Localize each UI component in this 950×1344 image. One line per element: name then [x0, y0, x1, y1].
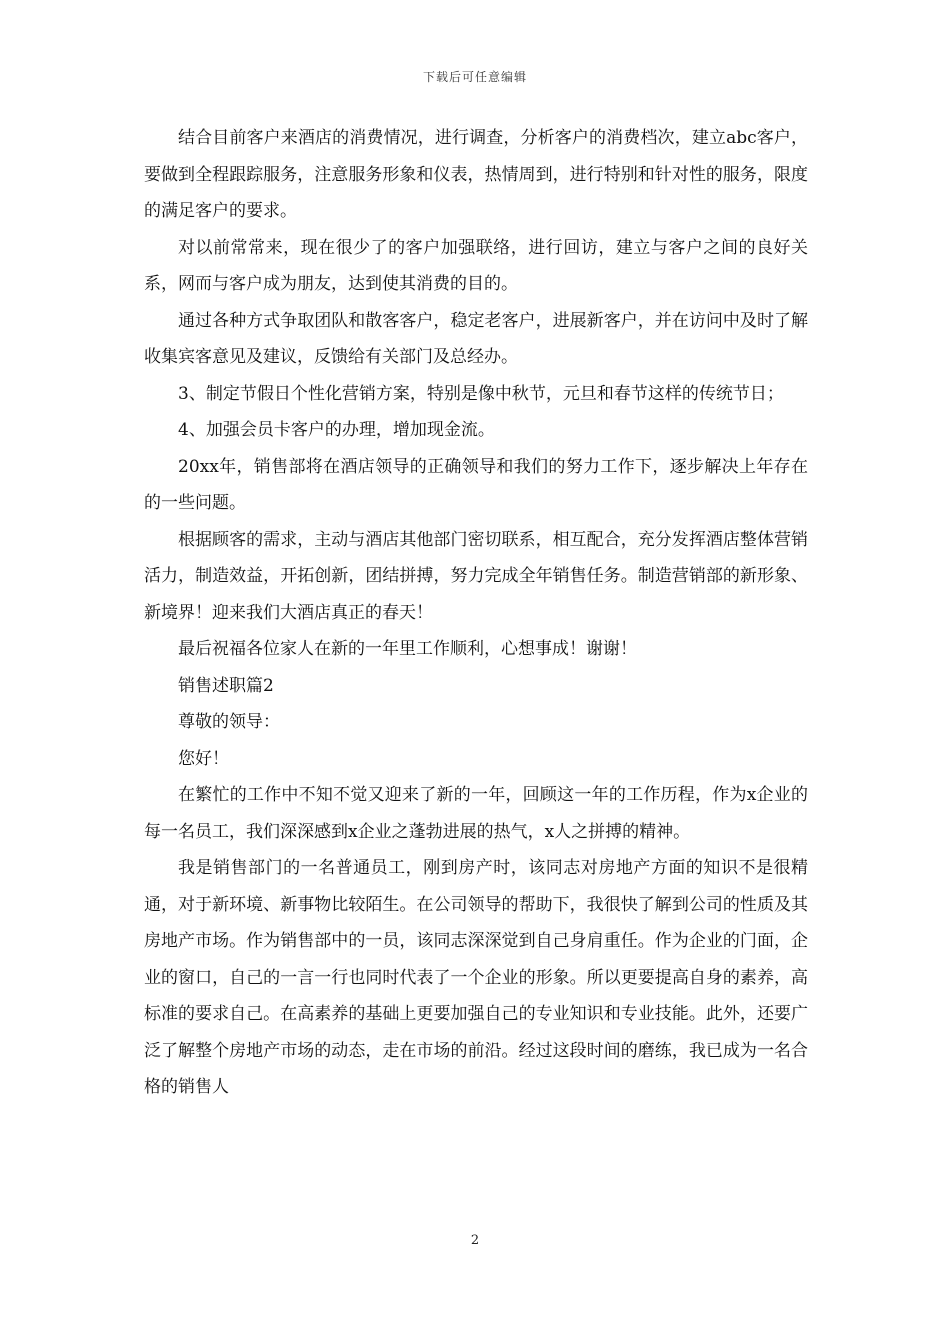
paragraph-1: 结合目前客户来酒店的消费情况，进行调查，分析客户的消费档次，建立abc客户，要做到全程跟踪服务，注意服务形象和仪表，热情周到，进行特别和针对性的服务，限度的满足客户的要求。 [144, 128, 808, 221]
paragraph-3: 通过各种方式争取团队和散客客户，稳定老客户，进展新客户，并在访问中及时了解收集宾客意见及建议，反馈给有关部门及总经办。 [144, 310, 808, 367]
paragraph-6: 20xx年，销售部将在酒店领导的正确领导和我们的努力工作下，逐步解决上年存在的一些问题。 [144, 456, 808, 513]
document-body [144, 120, 808, 1106]
paragraph-10: 我是销售部门的一名普通员工，刚到房产时，该同志对房地产方面的知识不是很精通，对于新环境、新事物比较陌生。在公司领导的帮助下，我很快了解到公司的性质及其房地产市场。作为销售部中的一员，该同志深深觉到自己身肩重任。作为企业的门面，企业的窗口，自己的一言一行也同时代表了一个企业的形象。所以更要提高自身的素养，高标准的要求自己。在高素养的基础上更要加强自己的专业知识和专业技能。此外，还要广泛了解整个房地产市场的动态，走在市场的前沿。经过这段时间的磨练，我已成为一名合格的销售人 [144, 858, 808, 1097]
page-header: 下载后可任意编辑 [422, 70, 527, 84]
salutation: 尊敬的领导： [178, 712, 280, 732]
paragraph-2: 对以前常常来，现在很少了的客户加强联络，进行回访，建立与客户之间的良好关系，网而与客户成为朋友，达到使其消费的目的。 [144, 237, 808, 294]
paragraph-7: 根据顾客的需求，主动与酒店其他部门密切联系，相互配合，充分发挥酒店整体营销活力，制造效益，开拓创新，团结拼搏，努力完成全年销售任务。制造营销部的新形象、新境界！迎来我们大酒店真正的春天！ [144, 529, 808, 623]
paragraph-5: 4、加强会员卡客户的办理，增加现金流。 [178, 420, 495, 440]
paragraph-4: 3、制定节假日个性化营销方案，特别是像中秋节，元旦和春节这样的传统节日； [178, 383, 784, 404]
greeting: 您好！ [178, 748, 229, 769]
section-heading: 销售述职篇2 [178, 675, 274, 696]
paragraph-9: 在繁忙的工作中不知不觉又迎来了新的一年，回顾这一年的工作历程，作为x企业的每一名员工，我们深深感到x企业之蓬勃进展的热气，x人之拼搏的精神。 [144, 785, 808, 842]
page-number: 2 [470, 1233, 480, 1248]
paragraph-8: 最后祝福各位家人在新的一年里工作顺利，心想事成！谢谢！ [178, 639, 637, 659]
